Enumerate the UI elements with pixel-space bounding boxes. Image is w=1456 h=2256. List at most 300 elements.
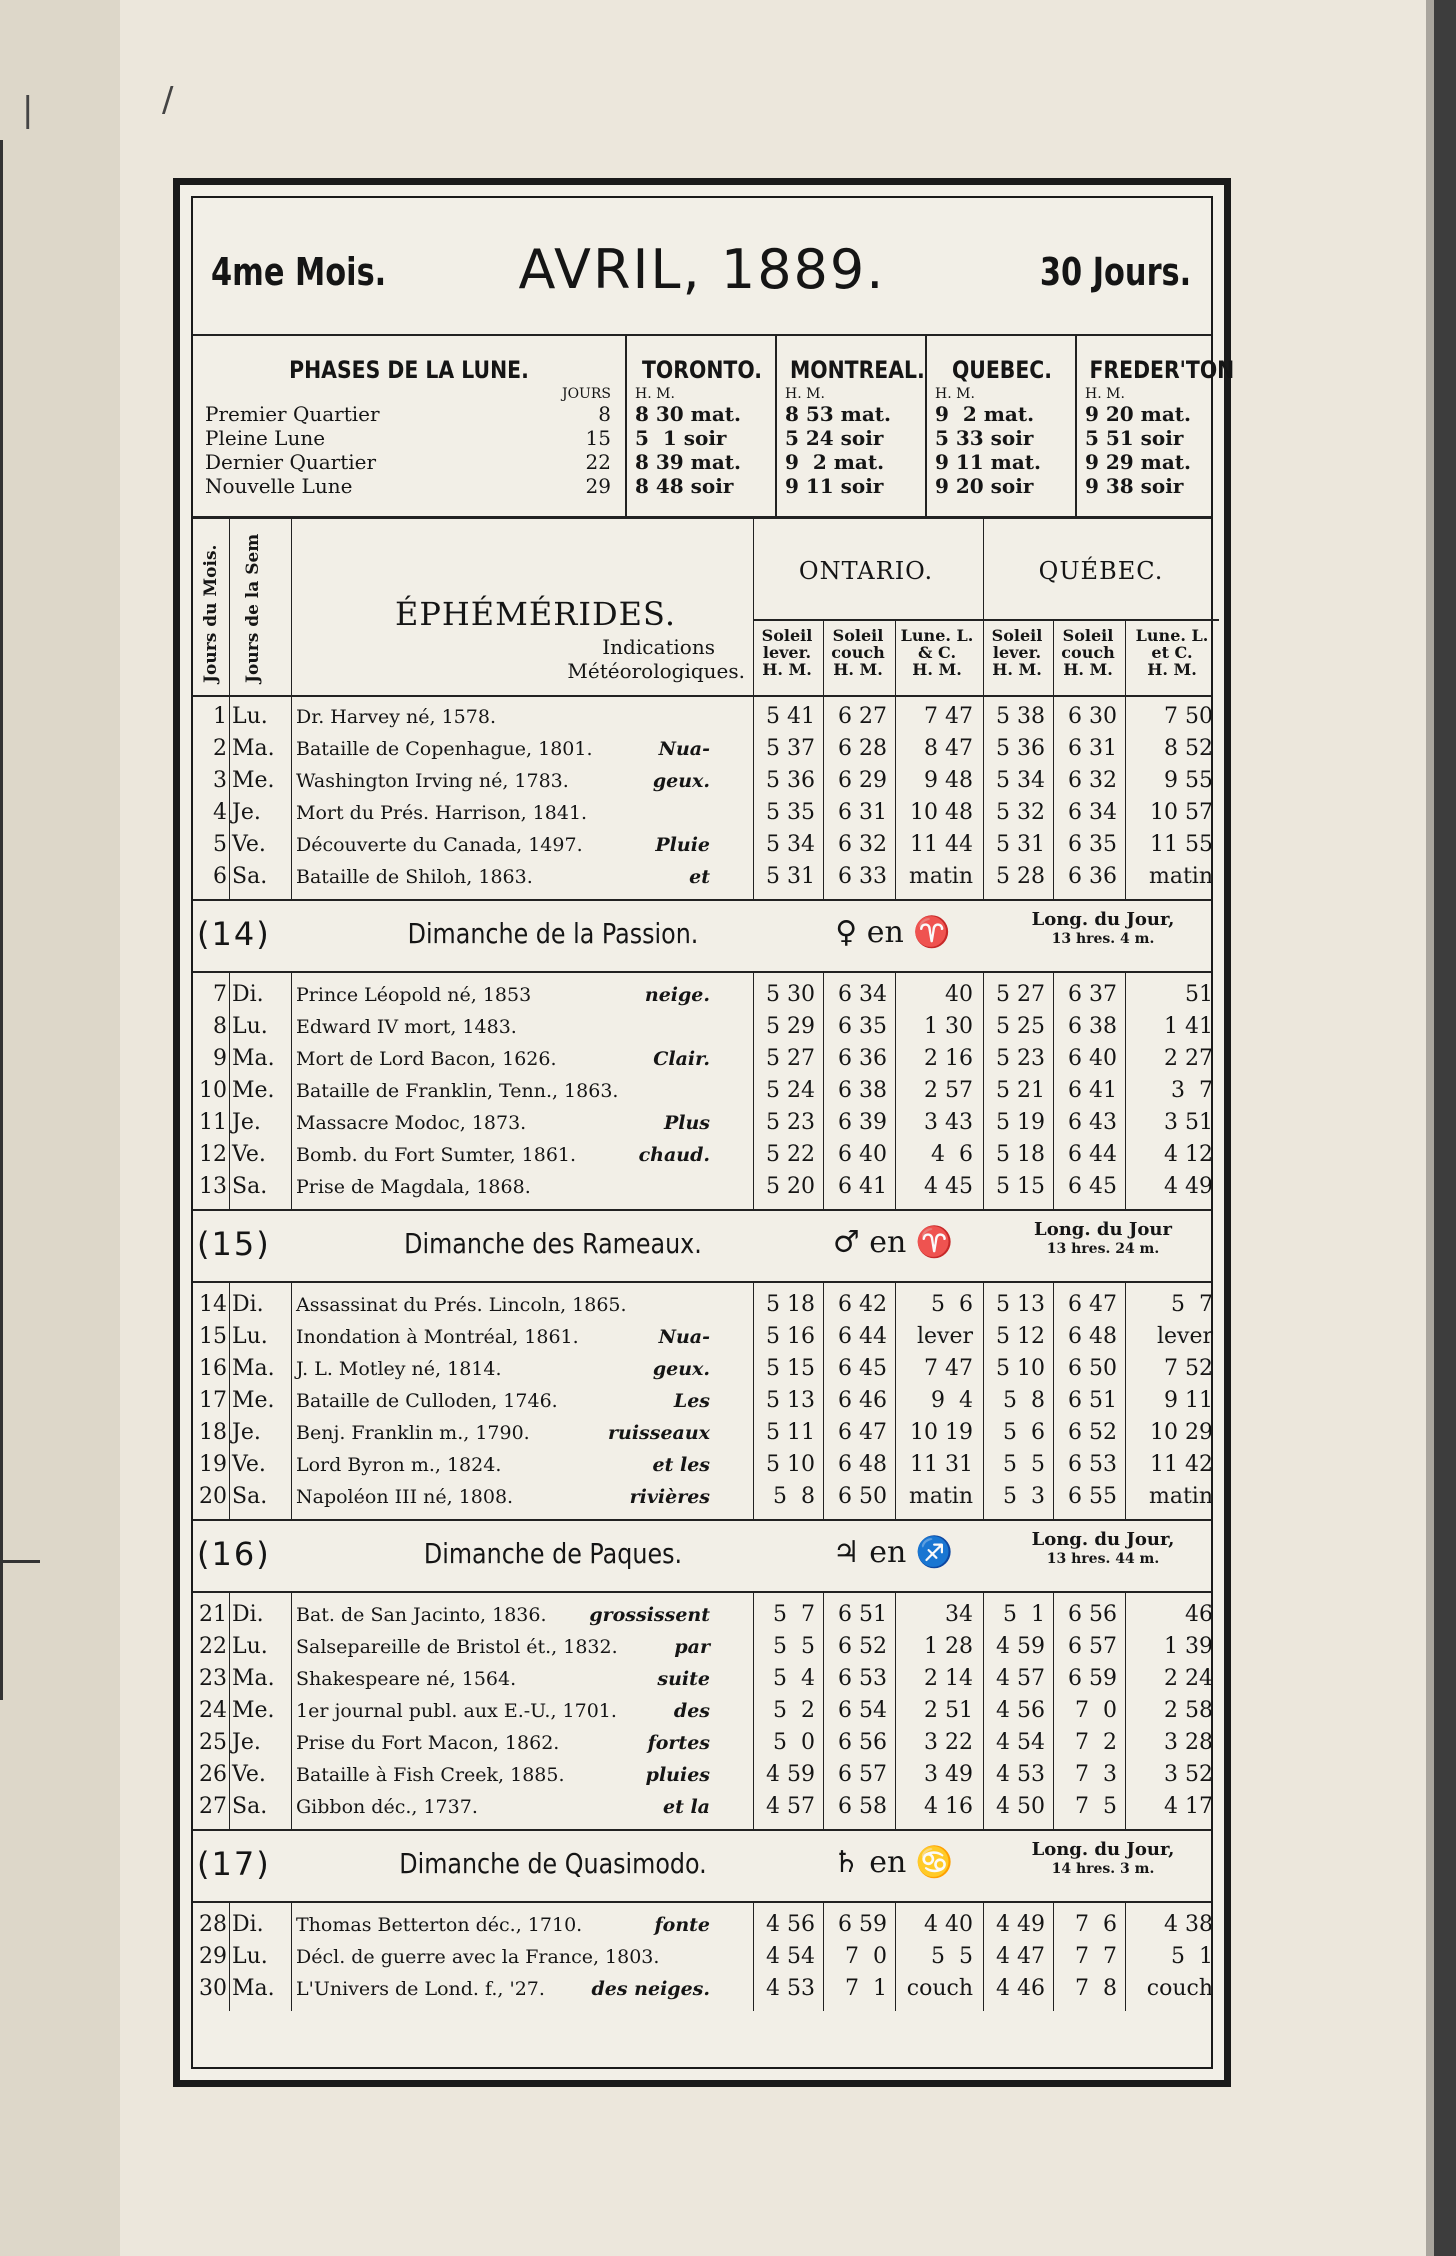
col-head-day-of-week: Jours de la Sem <box>243 533 263 683</box>
column-rule <box>753 973 754 1209</box>
time-value: couch <box>1146 1976 1213 2001</box>
time-value: 4 56 <box>996 1698 1045 1723</box>
day-of-week: Me. <box>232 1698 275 1723</box>
table-row <box>193 1139 1211 1171</box>
time-value: 1 41 <box>1164 1014 1213 1039</box>
table-row <box>193 1909 1211 1941</box>
sunday-row <box>193 1209 1211 1283</box>
day-of-week: Sa. <box>232 1484 268 1509</box>
time-value: 6 45 <box>1068 1174 1117 1199</box>
page-title: AVRIL, 1889. <box>518 238 886 301</box>
day-of-week: Me. <box>232 1078 275 1103</box>
week-number: (15) <box>197 1225 271 1263</box>
time-value: 4 12 <box>1164 1142 1213 1167</box>
phases-names-column <box>193 334 625 516</box>
col-head-sunrise-ontario: Soleil lever. H. M. <box>761 626 813 679</box>
phases-heading: PHASES DE LA LUNE. <box>289 356 529 384</box>
weather-indications-label <box>553 635 745 683</box>
table-row <box>193 1011 1211 1043</box>
time-value: matin <box>908 864 973 889</box>
col-head-moon-quebec: Lune. L. et C. H. M. <box>1135 626 1209 679</box>
phase-name: Dernier Quartier <box>205 450 377 474</box>
right-page-shadow <box>1426 0 1434 2256</box>
weather-indication: Nua- <box>658 1326 710 1348</box>
header-rule <box>983 519 984 695</box>
col-head-sunrise-quebec: Soleil lever. H. M. <box>991 626 1043 679</box>
time-value: 7 2 <box>1075 1730 1117 1755</box>
time-value: 5 27 <box>996 982 1045 1007</box>
phase-line <box>205 450 611 474</box>
day-of-week: Lu. <box>232 1634 268 1659</box>
time-value: 34 <box>945 1602 973 1627</box>
time-value: 5 38 <box>996 704 1045 729</box>
ephemeris-event: Bataille de Culloden, 1746. <box>296 1390 558 1412</box>
column-rule <box>229 1283 230 1519</box>
day-length-label: Long. du Jour, <box>1031 1839 1175 1860</box>
time-value: 6 57 <box>838 1762 887 1787</box>
day-of-month: 8 <box>213 1014 227 1039</box>
region-quebec: QUÉBEC. <box>1038 557 1164 585</box>
weather-indication: geux. <box>652 770 710 792</box>
phases-city-toronto <box>629 334 775 516</box>
ephemeris-event: Bataille à Fish Creek, 1885. <box>296 1764 565 1786</box>
ephemeris-event: Shakespeare né, 1564. <box>296 1668 517 1690</box>
time-value: 3 52 <box>1164 1762 1213 1787</box>
time-value: 7 1 <box>845 1976 887 2001</box>
day-length-label: Long. du Jour, <box>1031 909 1175 930</box>
day-of-week: Je. <box>232 1420 261 1445</box>
day-of-month: 10 <box>199 1078 227 1103</box>
day-of-month: 1 <box>213 704 227 729</box>
weather-indication: fonte <box>654 1914 710 1936</box>
divider <box>925 334 927 516</box>
pencil-mark-icon: / <box>162 80 174 120</box>
time-value: 6 47 <box>1068 1292 1117 1317</box>
time-value: 5 1 <box>1003 1602 1045 1627</box>
day-of-month: 3 <box>213 768 227 793</box>
day-of-week: Ma. <box>232 1046 275 1071</box>
right-page-edge <box>1434 0 1456 2256</box>
time-value: 3 22 <box>924 1730 973 1755</box>
day-length <box>983 911 1223 948</box>
time-value: 5 20 <box>766 1174 815 1199</box>
table-row <box>193 1941 1211 1973</box>
table-row <box>193 1075 1211 1107</box>
time-value: 6 40 <box>1068 1046 1117 1071</box>
column-rule <box>823 973 824 1209</box>
day-length-label: Long. du Jour <box>1034 1219 1172 1240</box>
ephemeris-event: Prise de Magdala, 1868. <box>296 1176 531 1198</box>
time-value: 5 10 <box>996 1356 1045 1381</box>
month-number: 4me Mois. <box>211 250 387 294</box>
table-row <box>193 1791 1211 1823</box>
ephemeris-event: Lord Byron m., 1824. <box>296 1454 502 1476</box>
day-of-week: Lu. <box>232 704 268 729</box>
day-of-month: 4 <box>213 800 227 825</box>
column-rule <box>753 1593 754 1829</box>
hm-label: H. M. <box>785 386 825 402</box>
ephemerides-title: ÉPHÉMÉRIDES. <box>395 595 676 633</box>
header-rule <box>753 519 754 695</box>
time-value: 6 42 <box>838 1292 887 1317</box>
col-head-day-of-month: Jours du Mois. <box>201 544 221 683</box>
sunday-row <box>193 1519 1211 1593</box>
day-of-week: Je. <box>232 800 261 825</box>
time-value: 2 57 <box>924 1078 973 1103</box>
time-value: 6 46 <box>838 1388 887 1413</box>
time-value: 5 0 <box>773 1730 815 1755</box>
day-of-week: Sa. <box>232 864 268 889</box>
time-value: 6 44 <box>838 1324 887 1349</box>
table-row <box>193 1695 1211 1727</box>
day-of-week: Di. <box>232 1912 264 1937</box>
time-value: 5 13 <box>996 1292 1045 1317</box>
phase-time: 9 20 soir <box>935 474 1034 498</box>
time-value: 3 7 <box>1171 1078 1213 1103</box>
time-value: 1 30 <box>924 1014 973 1039</box>
sunday-name: Dimanche de Quasimodo. <box>399 1847 707 1880</box>
phase-day: 15 <box>585 426 611 450</box>
time-value: 6 52 <box>838 1634 887 1659</box>
day-of-month: 14 <box>199 1292 227 1317</box>
time-value: 5 18 <box>996 1142 1045 1167</box>
time-value: 4 49 <box>996 1912 1045 1937</box>
time-value: 6 30 <box>1068 704 1117 729</box>
time-value: 2 51 <box>924 1698 973 1723</box>
column-rule <box>1125 1593 1126 1829</box>
time-value: 7 0 <box>845 1944 887 1969</box>
left-page-rule-foot <box>0 1560 40 1563</box>
weather-indication: geux. <box>652 1358 710 1380</box>
ephemeris-event: Prince Léopold né, 1853 <box>296 984 532 1006</box>
time-value: 8 47 <box>924 736 973 761</box>
time-value: 5 41 <box>766 704 815 729</box>
time-value: 5 25 <box>996 1014 1045 1039</box>
column-rule <box>753 1903 754 2011</box>
time-value: 7 47 <box>924 1356 973 1381</box>
time-value: 4 46 <box>996 1976 1045 2001</box>
time-value: 4 57 <box>996 1666 1045 1691</box>
column-rule <box>983 695 984 899</box>
weather-indication: et <box>689 866 710 888</box>
weather-indication: Pluie <box>655 834 710 856</box>
almanac-page-frame <box>173 178 1235 2087</box>
time-value: 5 28 <box>996 864 1045 889</box>
day-of-month: 13 <box>199 1174 227 1199</box>
region-ontario: ONTARIO. <box>798 557 934 585</box>
time-value: 11 55 <box>1150 832 1213 857</box>
table-header <box>193 519 1211 697</box>
day-of-month: 2 <box>213 736 227 761</box>
column-rule <box>1053 695 1054 899</box>
time-value: 6 55 <box>1068 1484 1117 1509</box>
table-row <box>193 979 1211 1011</box>
time-value: 9 55 <box>1164 768 1213 793</box>
ephemeris-event: Edward IV mort, 1483. <box>296 1016 517 1038</box>
ephemeris-event: Mort du Prés. Harrison, 1841. <box>296 802 588 824</box>
time-value: 4 54 <box>996 1730 1045 1755</box>
table-row <box>193 1727 1211 1759</box>
time-value: 5 5 <box>1003 1452 1045 1477</box>
time-value: couch <box>906 1976 973 2001</box>
phase-time: 8 30 mat. <box>635 402 741 426</box>
table-row <box>193 1385 1211 1417</box>
phase-line <box>205 402 611 426</box>
time-value: 6 28 <box>838 736 887 761</box>
week-number: (14) <box>197 915 271 953</box>
time-value: 11 31 <box>910 1452 973 1477</box>
table-row <box>193 1171 1211 1203</box>
column-rule <box>983 1283 984 1519</box>
planet-position: ♂ en ♈ <box>832 1225 954 1260</box>
time-value: 3 49 <box>924 1762 973 1787</box>
weather-indication: par <box>674 1636 710 1658</box>
day-of-month: 27 <box>199 1794 227 1819</box>
ephemeris-event: Massacre Modoc, 1873. <box>296 1112 527 1134</box>
column-rule <box>753 1283 754 1519</box>
time-value: 6 53 <box>1068 1452 1117 1477</box>
phase-time: 5 51 soir <box>1085 426 1184 450</box>
time-value: 6 48 <box>1068 1324 1117 1349</box>
weather-indication: Nua- <box>658 738 710 760</box>
phases-city-quebec <box>929 334 1075 516</box>
time-value: 3 51 <box>1164 1110 1213 1135</box>
column-rule <box>291 1283 292 1519</box>
table-row <box>193 797 1211 829</box>
time-value: matin <box>1148 1484 1213 1509</box>
time-value: 6 33 <box>838 864 887 889</box>
day-length <box>983 1531 1223 1568</box>
time-value: 6 35 <box>838 1014 887 1039</box>
column-rule <box>753 695 754 899</box>
left-page-edge <box>0 0 120 2256</box>
phase-time: 9 20 mat. <box>1085 402 1191 426</box>
day-of-week: Ve. <box>232 1142 266 1167</box>
weather-indication: neige. <box>644 984 710 1006</box>
city-name: MONTREAL. <box>789 356 925 384</box>
time-value: 7 0 <box>1075 1698 1117 1723</box>
meteo-label: Météorologiques. <box>567 659 745 683</box>
time-value: 7 8 <box>1075 1976 1117 2001</box>
phase-time: 8 48 soir <box>635 474 734 498</box>
day-of-month: 12 <box>199 1142 227 1167</box>
time-value: 5 16 <box>766 1324 815 1349</box>
time-value: 4 53 <box>766 1976 815 2001</box>
time-value: 5 30 <box>766 982 815 1007</box>
sunday-name: Dimanche de la Passion. <box>407 917 699 950</box>
time-value: 5 6 <box>931 1292 973 1317</box>
phase-name: Nouvelle Lune <box>205 474 353 498</box>
ephemeris-event: Bataille de Franklin, Tenn., 1863. <box>296 1080 619 1102</box>
day-of-week: Lu. <box>232 1014 268 1039</box>
day-of-week: Ve. <box>232 1762 266 1787</box>
phases-city-montreal <box>779 334 925 516</box>
header-rule <box>823 619 824 695</box>
time-value: 6 32 <box>838 832 887 857</box>
ephemeris-event: Gibbon déc., 1737. <box>296 1796 478 1818</box>
time-value: matin <box>908 1484 973 1509</box>
time-value: 6 51 <box>1068 1388 1117 1413</box>
time-value: 5 7 <box>773 1602 815 1627</box>
day-of-month: 5 <box>213 832 227 857</box>
column-rule <box>229 695 230 899</box>
time-value: 6 43 <box>1068 1110 1117 1135</box>
time-value: 2 27 <box>1164 1046 1213 1071</box>
column-rule <box>1125 1903 1126 2011</box>
time-value: 8 52 <box>1164 736 1213 761</box>
table-row <box>193 733 1211 765</box>
time-value: 6 31 <box>838 800 887 825</box>
day-of-month: 25 <box>199 1730 227 1755</box>
time-value: 5 24 <box>766 1078 815 1103</box>
time-value: 5 36 <box>996 736 1045 761</box>
time-value: 5 19 <box>996 1110 1045 1135</box>
phase-time: 5 1 soir <box>635 426 727 450</box>
day-of-week: Ma. <box>232 1666 275 1691</box>
time-value: 4 49 <box>1164 1174 1213 1199</box>
column-rule <box>291 1903 292 2011</box>
day-of-month: 18 <box>199 1420 227 1445</box>
time-value: 4 53 <box>996 1762 1045 1787</box>
day-of-week: Di. <box>232 1292 264 1317</box>
time-value: 4 56 <box>766 1912 815 1937</box>
time-value: 5 23 <box>766 1110 815 1135</box>
time-value: 10 29 <box>1150 1420 1213 1445</box>
day-of-week: Di. <box>232 982 264 1007</box>
phase-time: 9 29 mat. <box>1085 450 1191 474</box>
time-value: 5 7 <box>1171 1292 1213 1317</box>
day-of-week: Me. <box>232 1388 275 1413</box>
column-rule <box>895 695 896 899</box>
title-bar <box>193 198 1211 336</box>
time-value: 7 7 <box>1075 1944 1117 1969</box>
ephemeris-event: Bataille de Copenhague, 1801. <box>296 738 593 760</box>
day-of-month: 22 <box>199 1634 227 1659</box>
indications-label: Indications <box>602 635 715 659</box>
time-value: 5 15 <box>766 1356 815 1381</box>
day-of-month: 17 <box>199 1388 227 1413</box>
day-of-week: Lu. <box>232 1944 268 1969</box>
phase-time: 9 2 mat. <box>935 402 1035 426</box>
time-value: 3 28 <box>1164 1730 1213 1755</box>
day-of-week: Me. <box>232 768 275 793</box>
phase-day: 22 <box>585 450 611 474</box>
hm-label: H. M. <box>635 386 675 402</box>
time-value: 6 48 <box>838 1452 887 1477</box>
day-of-week: Ve. <box>232 1452 266 1477</box>
phase-time: 9 11 soir <box>785 474 884 498</box>
time-value: 6 47 <box>838 1420 887 1445</box>
table-row <box>193 1321 1211 1353</box>
column-rule <box>895 1903 896 2011</box>
column-rule <box>291 695 292 899</box>
time-value: 5 8 <box>1003 1388 1045 1413</box>
phase-day: 29 <box>585 474 611 498</box>
time-value: 5 15 <box>996 1174 1045 1199</box>
time-value: 7 5 <box>1075 1794 1117 1819</box>
column-rule <box>1053 973 1054 1209</box>
time-value: 5 5 <box>931 1944 973 1969</box>
time-value: 6 32 <box>1068 768 1117 793</box>
column-rule <box>291 1593 292 1829</box>
day-length <box>983 1841 1223 1878</box>
time-value: 2 24 <box>1164 1666 1213 1691</box>
time-value: 5 4 <box>773 1666 815 1691</box>
day-of-month: 7 <box>213 982 227 1007</box>
weather-indication: Les <box>673 1390 710 1412</box>
table-row <box>193 1043 1211 1075</box>
time-value: 6 54 <box>838 1698 887 1723</box>
column-rule <box>823 695 824 899</box>
table-row <box>193 1759 1211 1791</box>
time-value: 5 27 <box>766 1046 815 1071</box>
time-value: 5 23 <box>996 1046 1045 1071</box>
ephemeris-event: Assassinat du Prés. Lincoln, 1865. <box>296 1294 627 1316</box>
day-of-month: 19 <box>199 1452 227 1477</box>
time-value: 6 34 <box>1068 800 1117 825</box>
table-row <box>193 1599 1211 1631</box>
moon-phases-section <box>193 334 1235 519</box>
time-value: 5 18 <box>766 1292 815 1317</box>
time-value: 1 39 <box>1164 1634 1213 1659</box>
table-row <box>193 1353 1211 1385</box>
column-rule <box>895 1593 896 1829</box>
time-value: 40 <box>945 982 973 1007</box>
time-value: 6 50 <box>1068 1356 1117 1381</box>
header-rule <box>229 519 230 695</box>
city-name: TORONTO. <box>642 356 762 384</box>
table-row <box>193 1973 1211 2005</box>
time-value: 5 34 <box>996 768 1045 793</box>
time-value: 1 28 <box>924 1634 973 1659</box>
time-value: 5 35 <box>766 800 815 825</box>
day-of-week: Sa. <box>232 1794 268 1819</box>
day-of-month: 30 <box>199 1976 227 2001</box>
column-rule <box>983 973 984 1209</box>
day-length-value: 13 hres. 44 m. <box>1046 1551 1160 1567</box>
day-of-month: 11 <box>199 1110 227 1135</box>
time-value: 5 36 <box>766 768 815 793</box>
time-value: 11 44 <box>910 832 973 857</box>
header-rule <box>753 619 1219 621</box>
weather-indication: ruisseaux <box>608 1422 710 1444</box>
day-of-month: 6 <box>213 864 227 889</box>
time-value: 6 31 <box>1068 736 1117 761</box>
weather-indication: rivières <box>629 1486 710 1508</box>
day-of-week: Je. <box>232 1110 261 1135</box>
column-rule <box>823 1283 824 1519</box>
column-rule <box>229 1903 230 2011</box>
ephemeris-event: Bataille de Shiloh, 1863. <box>296 866 533 888</box>
day-of-week: Sa. <box>232 1174 268 1199</box>
time-value: 5 8 <box>773 1484 815 1509</box>
time-value: 6 50 <box>838 1484 887 1509</box>
time-value: 6 40 <box>838 1142 887 1167</box>
city-name: QUEBEC. <box>951 356 1053 384</box>
time-value: 10 57 <box>1150 800 1213 825</box>
column-rule <box>291 973 292 1209</box>
time-value: 10 48 <box>910 800 973 825</box>
day-of-week: Ma. <box>232 736 275 761</box>
time-value: 5 31 <box>766 864 815 889</box>
col-head-sunset-quebec: Soleil couch H. M. <box>1061 626 1115 679</box>
time-value: 51 <box>1185 982 1213 1007</box>
time-value: 6 58 <box>838 1794 887 1819</box>
column-rule <box>823 1903 824 2011</box>
time-value: 6 59 <box>1068 1666 1117 1691</box>
time-value: 6 38 <box>838 1078 887 1103</box>
time-value: 5 11 <box>766 1420 815 1445</box>
